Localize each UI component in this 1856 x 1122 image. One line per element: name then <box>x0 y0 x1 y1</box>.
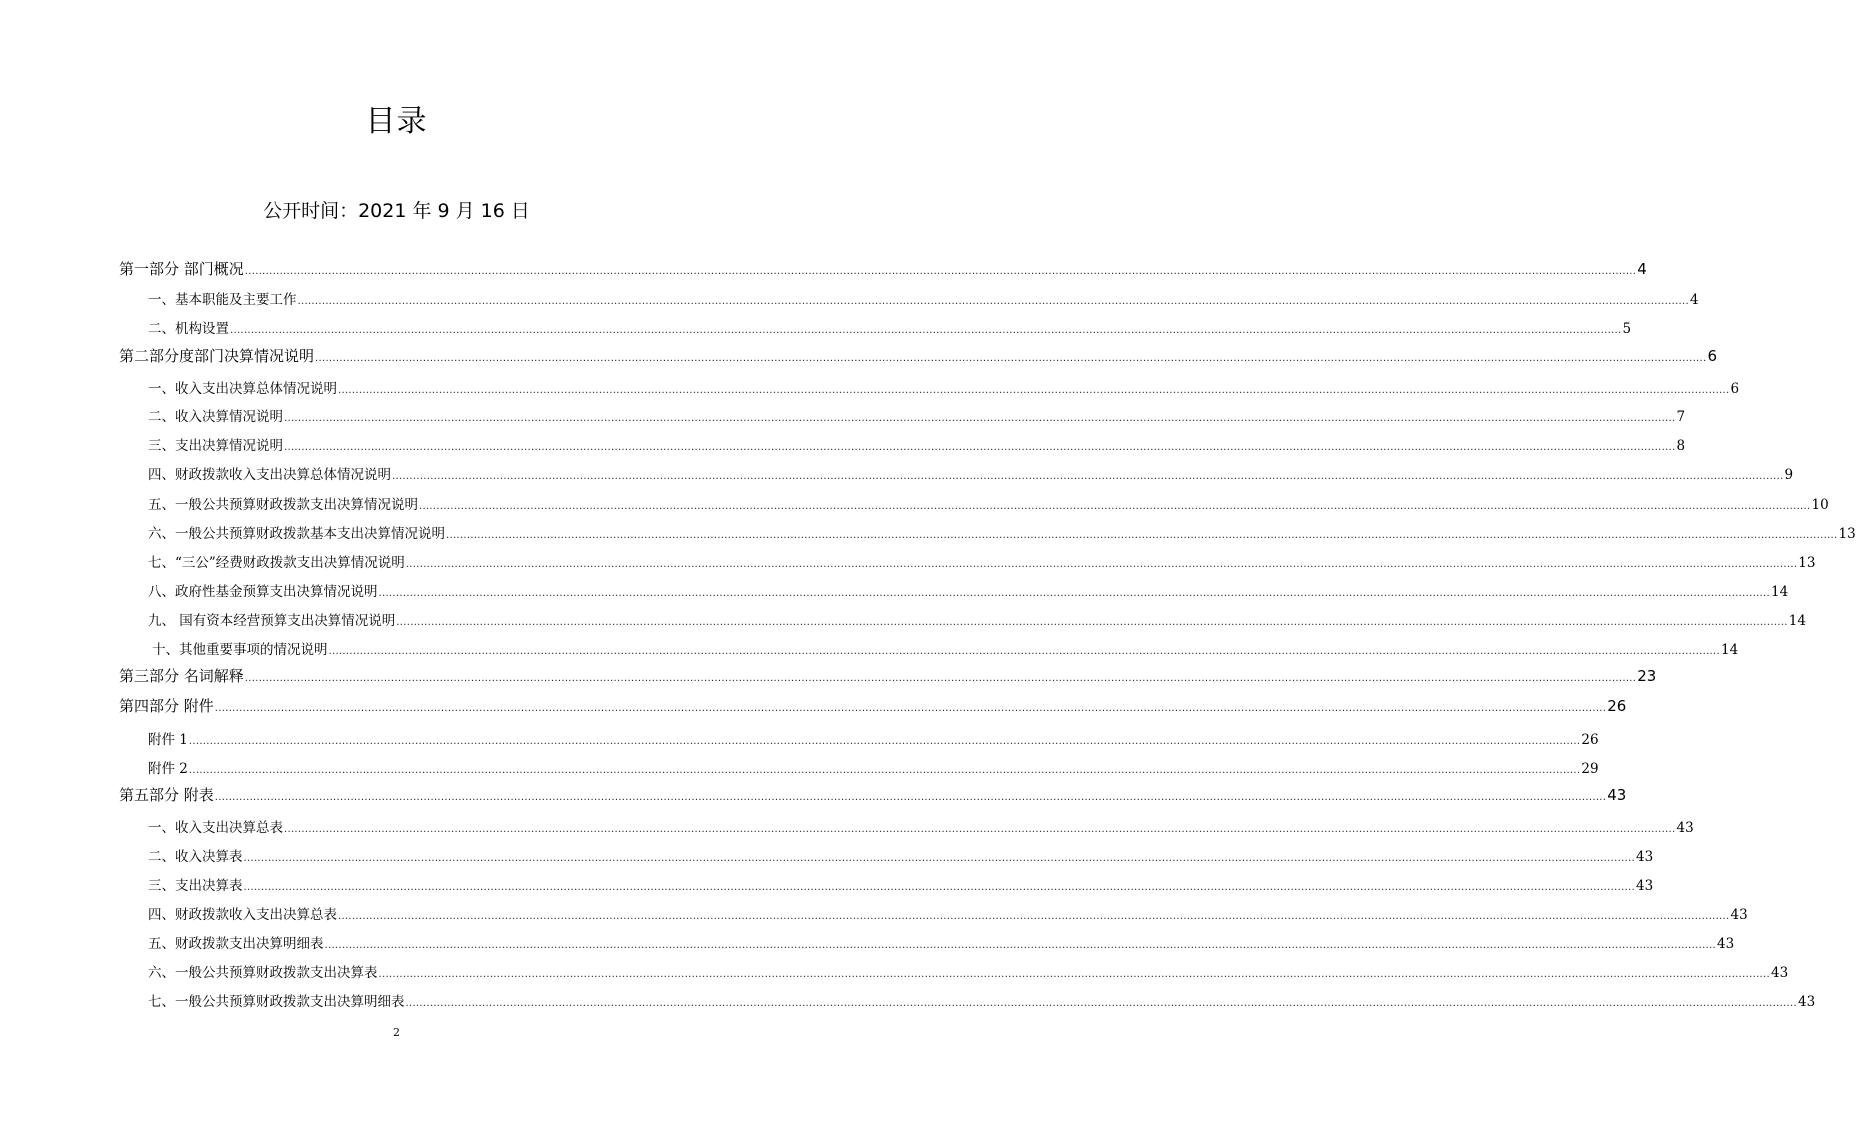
toc-leader-dots: ................................................................................................................................................................................................................................................................................................................................................................................................................ <box>338 385 1730 396</box>
toc-entry[interactable] <box>119 258 1647 279</box>
toc-leader-dots: ................................................................................................................................................................................................................................................................................................................................................................................................................ <box>378 588 1770 599</box>
toc-entry-page: 4 <box>1689 292 1699 308</box>
toc-entry[interactable] <box>148 551 1816 571</box>
toc-entry[interactable] <box>148 288 1699 308</box>
toc-entry-page: 23 <box>1637 667 1657 685</box>
toc-entry-page: 13 <box>1798 555 1816 571</box>
toc-leader-dots: ................................................................................................................................................................................................................................................................................................................................................................................................................ <box>315 353 1707 364</box>
toc-entry-page: 43 <box>1797 994 1816 1010</box>
toc-entry-label: 一、收入支出决算总体情况说明 <box>148 381 337 397</box>
toc-leader-dots: ................................................................................................................................................................................................................................................................................................................................................................................................................ <box>405 998 1797 1009</box>
toc-entry-page: 14 <box>1720 642 1739 658</box>
toc-entry-label: 九、 国有资本经营预算支出决算情况说明 <box>148 613 396 629</box>
toc-entry-page: 43 <box>1676 820 1694 836</box>
toc-leader-dots: ................................................................................................................................................................................................................................................................................................................................................................................................................ <box>284 413 1676 424</box>
publish-date: 公开时间：2021 年 9 月 16 日 <box>263 200 530 222</box>
toc-leader-dots: ................................................................................................................................................................................................................................................................................................................................................................................................................ <box>392 471 1784 482</box>
toc-entry-page: 13 <box>1838 526 1856 542</box>
toc-entry-label: 附件 1 <box>148 732 188 748</box>
toc-leader-dots: ................................................................................................................................................................................................................................................................................................................................................................................................................ <box>378 969 1770 980</box>
toc-entry-label: 一、基本职能及主要工作 <box>148 292 297 308</box>
toc-entry[interactable] <box>148 609 1806 629</box>
toc-entry[interactable] <box>148 932 1735 952</box>
toc-leader-dots: ................................................................................................................................................................................................................................................................................................................................................................................................................ <box>446 530 1838 541</box>
toc-entry-label: 七、一般公共预算财政拨款支出决算明细表 <box>148 994 405 1010</box>
toc-entry-label: 一、收入支出决算总表 <box>148 820 283 836</box>
toc-entry-label: 三、支出决算表 <box>148 878 243 894</box>
toc-entry[interactable] <box>148 990 1816 1010</box>
toc-entry-label: 二、机构设置 <box>148 321 229 337</box>
toc-leader-dots: ................................................................................................................................................................................................................................................................................................................................................................................................................ <box>188 765 1581 776</box>
toc-leader-dots: ................................................................................................................................................................................................................................................................................................................................................................................................................ <box>243 882 1635 893</box>
toc-entry-page: 9 <box>1784 467 1794 483</box>
toc-entry-label: 五、财政拨款支出决算明细表 <box>148 936 324 952</box>
toc-leader-dots: ................................................................................................................................................................................................................................................................................................................................................................................................................ <box>188 736 1581 747</box>
toc-entry-label: 十、其他重要事项的情况说明 <box>152 642 328 658</box>
toc-entry-label: 六、一般公共预算财政拨款支出决算表 <box>148 965 378 981</box>
toc-entry-page: 43 <box>1730 907 1748 923</box>
toc-entry[interactable] <box>148 903 1748 923</box>
toc-leader-dots: ................................................................................................................................................................................................................................................................................................................................................................................................................ <box>419 501 1811 512</box>
toc-entry-label: 第三部分 名词解释 <box>119 667 244 685</box>
toc-entry-page: 5 <box>1622 321 1632 337</box>
toc-entry-page: 29 <box>1581 761 1599 777</box>
toc-entry-page: 14 <box>1770 584 1789 600</box>
toc-leader-dots: ................................................................................................................................................................................................................................................................................................................................................................................................................ <box>244 673 1637 684</box>
toc-entry[interactable] <box>148 728 1599 748</box>
toc-leader-dots: ................................................................................................................................................................................................................................................................................................................................................................................................................ <box>214 703 1607 714</box>
toc-leader-dots: ................................................................................................................................................................................................................................................................................................................................................................................................................ <box>284 824 1676 835</box>
toc-entry-label: 第五部分 附表 <box>119 786 214 804</box>
toc-entry-label: 五、一般公共预算财政拨款支出决算情况说明 <box>148 497 418 513</box>
toc-entry-page: 43 <box>1635 849 1654 865</box>
toc-entry[interactable] <box>148 816 1694 836</box>
toc-entry-page: 8 <box>1676 438 1686 454</box>
toc-leader-dots: ................................................................................................................................................................................................................................................................................................................................................................................................................ <box>328 646 1720 657</box>
toc-entry-page: 43 <box>1635 878 1654 894</box>
toc-entry[interactable] <box>148 522 1856 542</box>
toc-leader-dots: ................................................................................................................................................................................................................................................................................................................................................................................................................ <box>244 266 1637 277</box>
toc-entry[interactable] <box>119 695 1627 716</box>
page-title: 目录 <box>365 104 428 139</box>
toc-entry[interactable] <box>152 638 1739 658</box>
toc-entry-page: 14 <box>1788 613 1806 629</box>
toc-entry-label: 四、财政拨款收入支出决算总体情况说明 <box>148 467 391 483</box>
toc-entry[interactable] <box>148 463 1794 483</box>
toc-entry-page: 26 <box>1607 697 1627 715</box>
toc-entry[interactable] <box>119 665 1657 686</box>
toc-entry[interactable] <box>148 845 1654 865</box>
toc-entry-label: 二、收入决算情况说明 <box>148 409 283 425</box>
toc-entry[interactable] <box>148 961 1789 981</box>
toc-entry-label: 四、财政拨款收入支出决算总表 <box>148 907 337 923</box>
toc-entry[interactable] <box>148 874 1654 894</box>
toc-entry-label: 八、政府性基金预算支出决算情况说明 <box>148 584 378 600</box>
page-number: 2 <box>393 1026 400 1039</box>
toc-leader-dots: ................................................................................................................................................................................................................................................................................................................................................................................................................ <box>297 296 1689 307</box>
toc-entry-label: 第二部分度部门决算情况说明 <box>119 347 315 365</box>
toc-entry-page: 10 <box>1811 497 1829 513</box>
toc-entry[interactable] <box>119 784 1627 805</box>
toc-entry-page: 26 <box>1581 732 1599 748</box>
toc-entry-page: 4 <box>1637 260 1647 278</box>
toc-entry-page: 43 <box>1770 965 1789 981</box>
toc-entry-label: 第四部分 附件 <box>119 697 214 715</box>
toc-entry-label: 附件 2 <box>148 761 188 777</box>
toc-leader-dots: ................................................................................................................................................................................................................................................................................................................................................................................................................ <box>243 853 1635 864</box>
toc-leader-dots: ................................................................................................................................................................................................................................................................................................................................................................................................................ <box>284 442 1676 453</box>
toc-entry-label: 七、“三公”经费财政拨款支出决算情况说明 <box>148 555 405 571</box>
toc-entry-page: 7 <box>1676 409 1686 425</box>
toc-leader-dots: ................................................................................................................................................................................................................................................................................................................................................................................................................ <box>396 617 1788 628</box>
toc-entry[interactable] <box>148 317 1632 337</box>
toc-entry-label: 三、支出决算情况说明 <box>148 438 283 454</box>
toc-entry-page: 43 <box>1716 936 1735 952</box>
toc-entry[interactable] <box>148 493 1829 513</box>
toc-entry[interactable] <box>119 345 1718 366</box>
toc-entry-label: 第一部分 部门概况 <box>119 260 244 278</box>
toc-entry-label: 六、一般公共预算财政拨款基本支出决算情况说明 <box>148 526 445 542</box>
toc-leader-dots: ................................................................................................................................................................................................................................................................................................................................................................................................................ <box>405 559 1798 570</box>
toc-leader-dots: ................................................................................................................................................................................................................................................................................................................................................................................................................ <box>324 940 1716 951</box>
toc-entry[interactable] <box>148 757 1599 777</box>
toc-leader-dots: ................................................................................................................................................................................................................................................................................................................................................................................................................ <box>230 325 1622 336</box>
toc-leader-dots: ................................................................................................................................................................................................................................................................................................................................................................................................................ <box>338 911 1730 922</box>
toc-entry-page: 6 <box>1730 381 1740 397</box>
toc-entry-label: 二、收入决算表 <box>148 849 243 865</box>
toc-entry[interactable] <box>148 580 1789 600</box>
toc-entry[interactable] <box>148 377 1740 397</box>
toc-entry[interactable] <box>148 405 1686 425</box>
toc-entry-page: 6 <box>1707 347 1718 365</box>
toc-entry[interactable] <box>148 434 1686 454</box>
toc-entry-page: 43 <box>1607 786 1627 804</box>
toc-leader-dots: ................................................................................................................................................................................................................................................................................................................................................................................................................ <box>214 792 1607 803</box>
